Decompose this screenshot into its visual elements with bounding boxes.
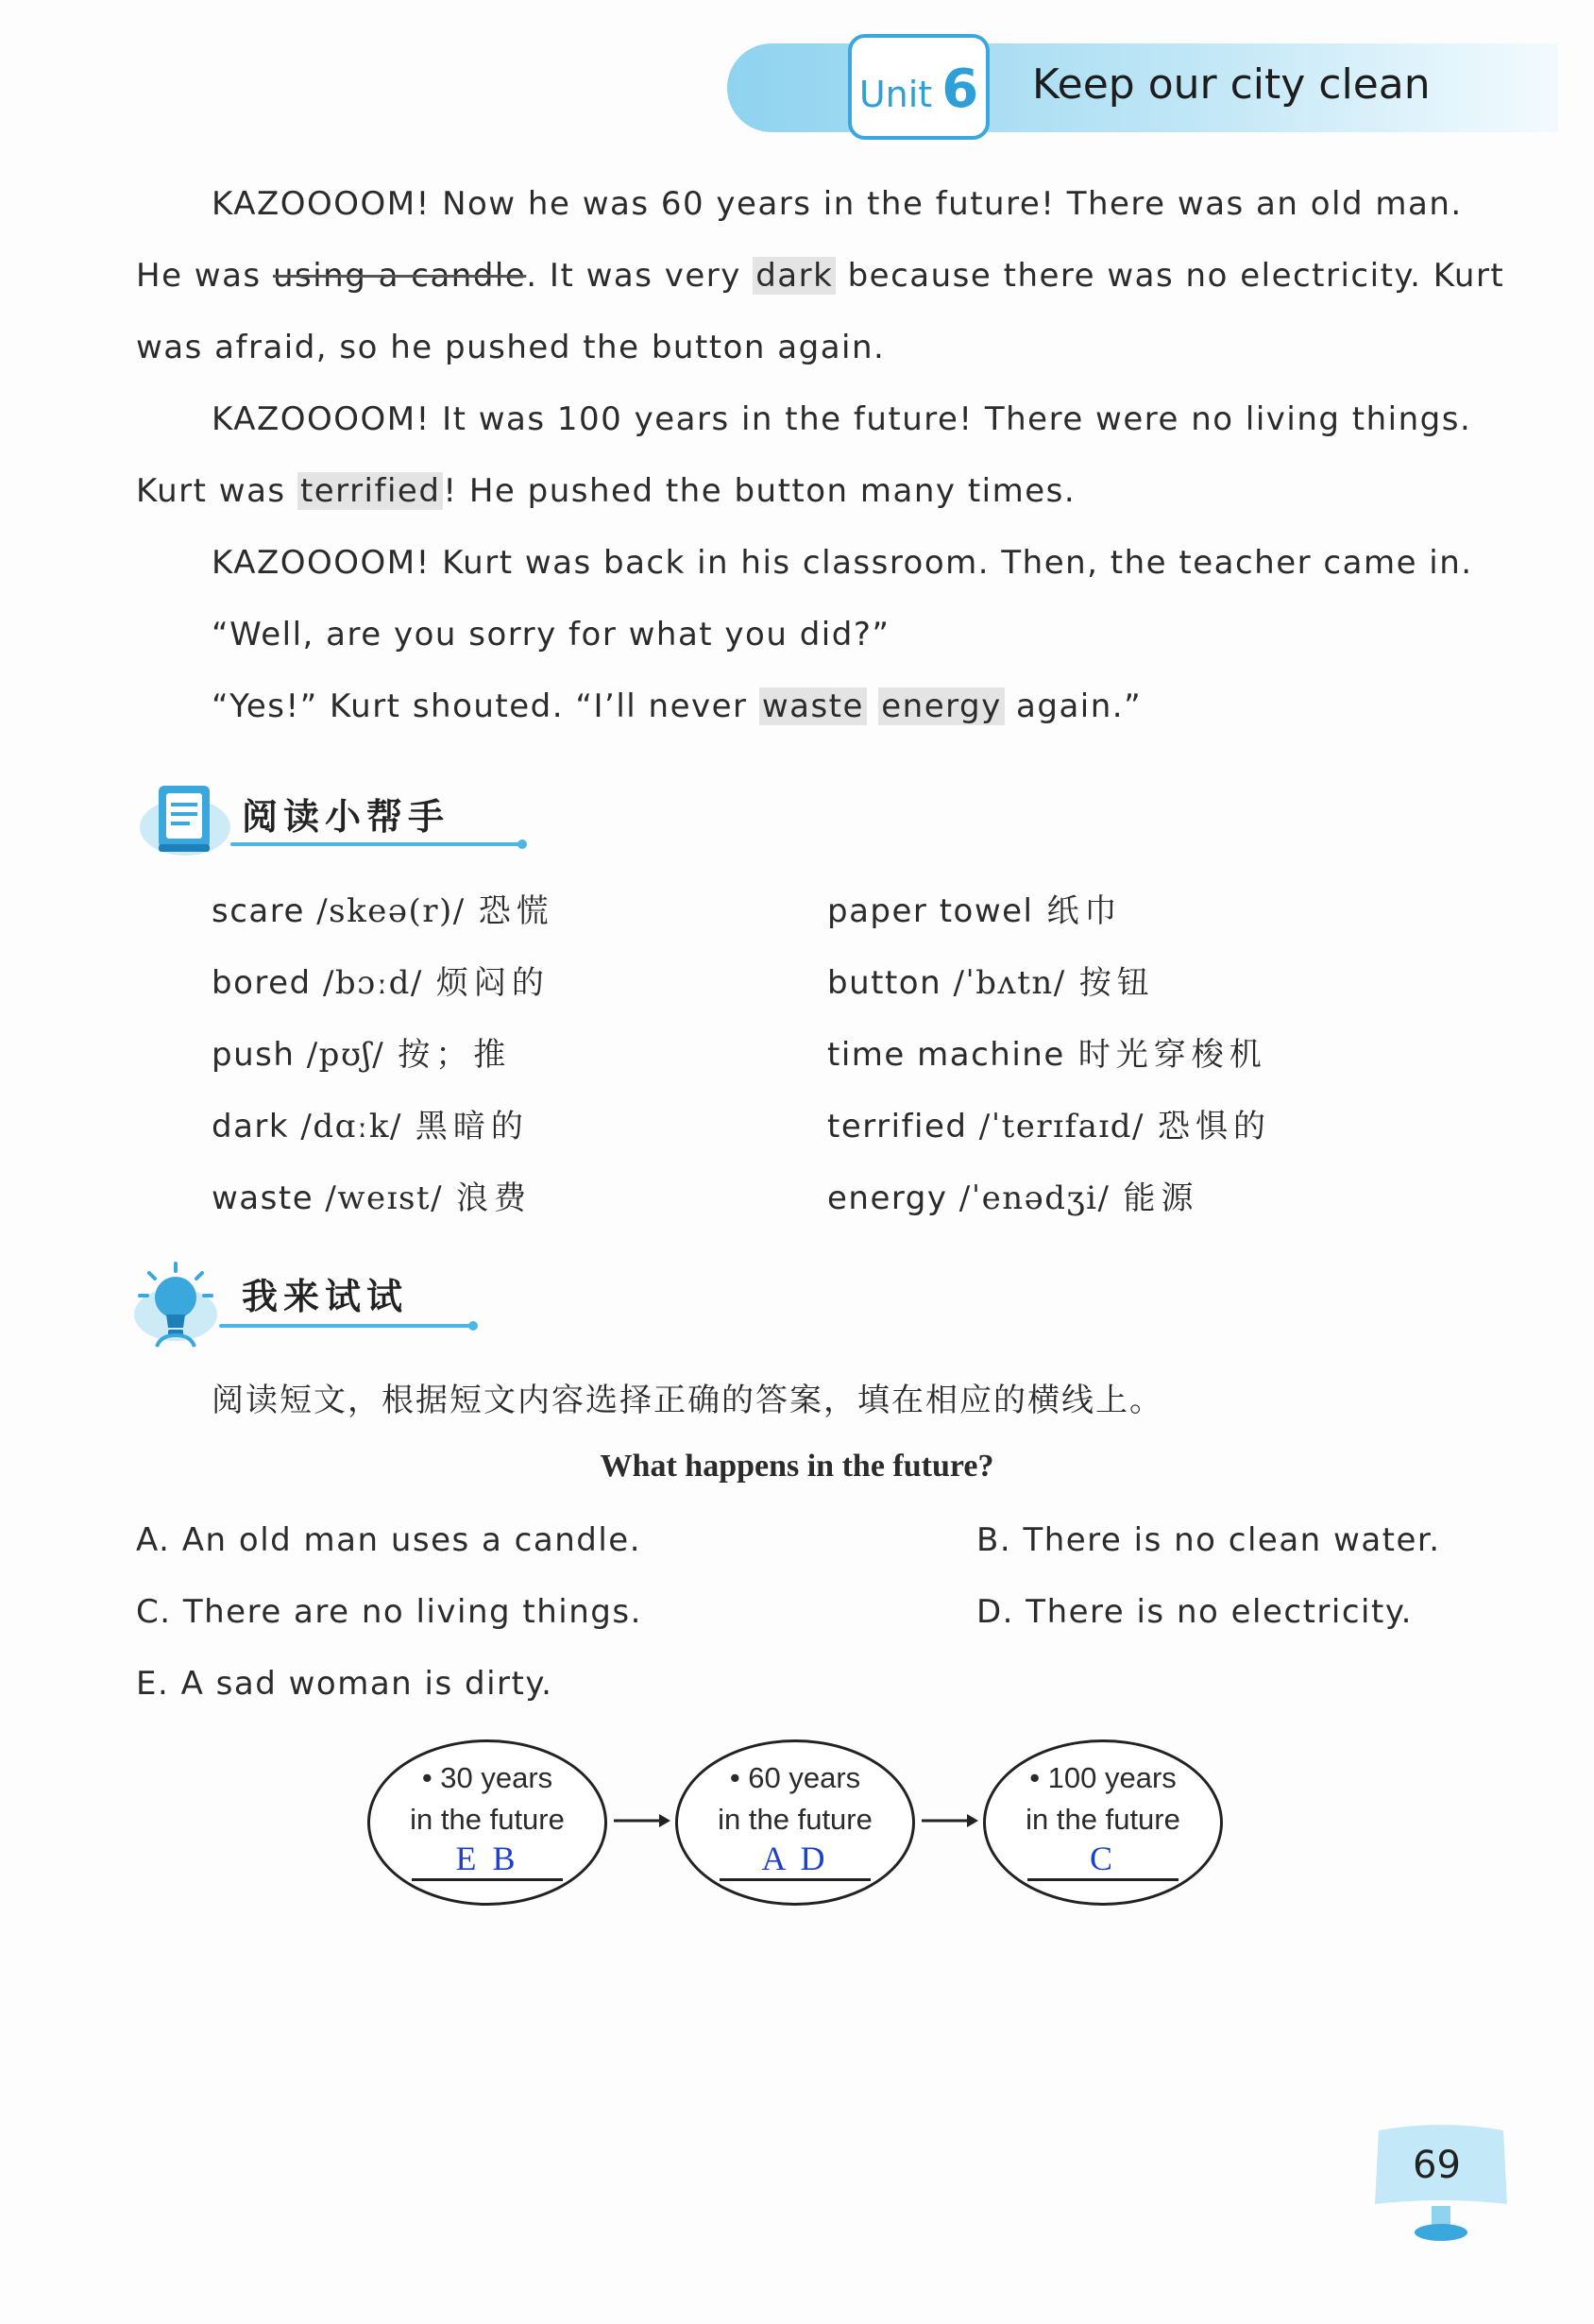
- story-line: “Well, are you sorry for what you did?”: [212, 616, 890, 653]
- vocab-word: waste: [212, 1179, 314, 1217]
- vocab-item: [827, 885, 1123, 931]
- answer-blank[interactable]: C: [1027, 1839, 1179, 1881]
- story-fragment: because there was no electricity. Kurt: [836, 257, 1505, 295]
- highlighted-word: energy: [878, 687, 1004, 725]
- arrow-right-icon: [922, 1811, 980, 1830]
- vocab-phonetic: /pʊʃ/: [306, 1036, 385, 1074]
- story-line: KAZOOOOM! Kurt was back in his classroom. Then, the teacher came in.: [212, 544, 1473, 582]
- vocab-item: [212, 885, 554, 931]
- vocab-word: push: [212, 1036, 296, 1074]
- vocab-item: [212, 1172, 532, 1218]
- highlighted-word: dark: [753, 257, 836, 295]
- story-line: KAZOOOOM! Now he was 60 years in the future! There was an old man.: [212, 185, 1463, 223]
- option-a: A. An old man uses a candle.: [136, 1521, 642, 1559]
- option-b: B. There is no clean water.: [976, 1521, 1441, 1559]
- flow-node-60-years: [675, 1739, 915, 1906]
- story-fragment: He was: [136, 257, 273, 295]
- vocab-item: [212, 957, 550, 1003]
- story-line: KAZOOOOM! It was 100 years in the future! There were no living things.: [212, 400, 1472, 438]
- story-fragment: . It was very: [526, 257, 754, 295]
- vocab-item: [827, 1172, 1199, 1218]
- flow-node-label: • 60 years: [729, 1761, 861, 1794]
- vocab-meaning: 按钮: [1078, 964, 1155, 1002]
- vocab-word: paper towel: [827, 892, 1034, 930]
- book-icon: [138, 780, 236, 859]
- vocab-item: [212, 1028, 511, 1075]
- vocab-word: bored: [212, 964, 312, 1002]
- vocab-meaning: 时光穿梭机: [1077, 1036, 1267, 1074]
- story-fragment: “Yes!” Kurt shouted. “I’ll never: [212, 687, 759, 725]
- vocab-phonetic: /weɪst/: [325, 1179, 444, 1217]
- section-underline: [219, 1324, 472, 1328]
- vocab-meaning: 恐惧的: [1157, 1108, 1271, 1145]
- section-underline-dot: [517, 840, 527, 849]
- exercise-instruction: 阅读短文，根据短文内容选择正确的答案，填在相应的横线上。: [212, 1382, 1163, 1419]
- flow-node-30-years: [367, 1739, 607, 1906]
- vocab-item: [827, 1028, 1267, 1075]
- story-fragment: Kurt was: [136, 472, 297, 510]
- unit-label: Unit: [858, 74, 933, 115]
- story-fragment: [867, 687, 878, 725]
- vocab-meaning: 按；推: [398, 1036, 512, 1074]
- story-line: was afraid, so he pushed the button again.: [136, 329, 886, 366]
- vocab-word: scare: [212, 892, 305, 930]
- vocab-meaning: 浪费: [456, 1179, 533, 1217]
- vocab-meaning: 黑暗的: [415, 1108, 529, 1145]
- vocab-meaning: 烦闷的: [435, 964, 550, 1002]
- answer-blank[interactable]: A D: [720, 1839, 871, 1881]
- option-e: E. A sad woman is dirty.: [136, 1665, 553, 1703]
- story-line: [136, 472, 1076, 510]
- arrow-right-icon: [614, 1811, 672, 1830]
- vocab-item: [827, 957, 1155, 1003]
- vocab-phonetic: /bɔːd/: [322, 964, 423, 1002]
- vocab-word: terrified: [827, 1108, 968, 1145]
- vocab-word: button: [827, 964, 942, 1002]
- story-fragment: again.”: [1004, 687, 1143, 725]
- unit-title: Keep our city clean: [1032, 60, 1431, 109]
- flow-node-label: • 100 years: [1029, 1761, 1177, 1794]
- section-underline-dot: [468, 1321, 478, 1331]
- unit-badge: [848, 34, 990, 140]
- lightbulb-icon: [132, 1262, 227, 1349]
- vocab-item: [827, 1100, 1271, 1146]
- vocab-item: [212, 1100, 529, 1146]
- vocab-word: dark: [212, 1108, 290, 1145]
- option-d: D. There is no electricity.: [976, 1593, 1413, 1631]
- option-c: C. There are no living things.: [136, 1593, 642, 1631]
- flow-node-label: in the future: [718, 1803, 873, 1836]
- flow-node-label: in the future: [1026, 1803, 1180, 1836]
- flow-node-label: • 30 years: [421, 1761, 553, 1794]
- vocab-phonetic: /ˈenədʒi/: [958, 1179, 1111, 1217]
- unit-number: 6: [941, 59, 979, 120]
- vocab-meaning: 纸巾: [1046, 892, 1123, 930]
- vocab-meaning: 恐慌: [478, 892, 554, 930]
- vocab-phonetic: /skeə(r)/: [316, 892, 466, 930]
- highlighted-word: waste: [759, 687, 867, 725]
- question-title: What happens in the future?: [600, 1449, 994, 1484]
- answer-blank[interactable]: E B: [412, 1839, 563, 1881]
- vocab-meaning: 能源: [1123, 1179, 1199, 1217]
- highlighted-word: terrified: [297, 472, 443, 510]
- story-line: [212, 687, 1142, 725]
- vocab-phonetic: /dɑːk/: [300, 1108, 402, 1145]
- section-underline: [230, 842, 519, 846]
- story-line: [136, 257, 1504, 295]
- story-fragment: ! He pushed the button many times.: [443, 472, 1077, 510]
- vocab-phonetic: /ˈbʌtn/: [953, 964, 1066, 1002]
- flow-node-label: in the future: [410, 1803, 565, 1836]
- page-number: 69: [1413, 2144, 1461, 2187]
- vocab-phonetic: /ˈterɪfaɪd/: [978, 1108, 1145, 1145]
- exercise-title: 我来试试: [242, 1276, 409, 1317]
- reading-helper-title: 阅读小帮手: [242, 796, 450, 838]
- story-fragment: using a candle: [272, 257, 527, 295]
- flow-node-100-years: [983, 1739, 1223, 1906]
- vocab-word: energy: [827, 1179, 948, 1217]
- vocab-word: time machine: [827, 1036, 1065, 1074]
